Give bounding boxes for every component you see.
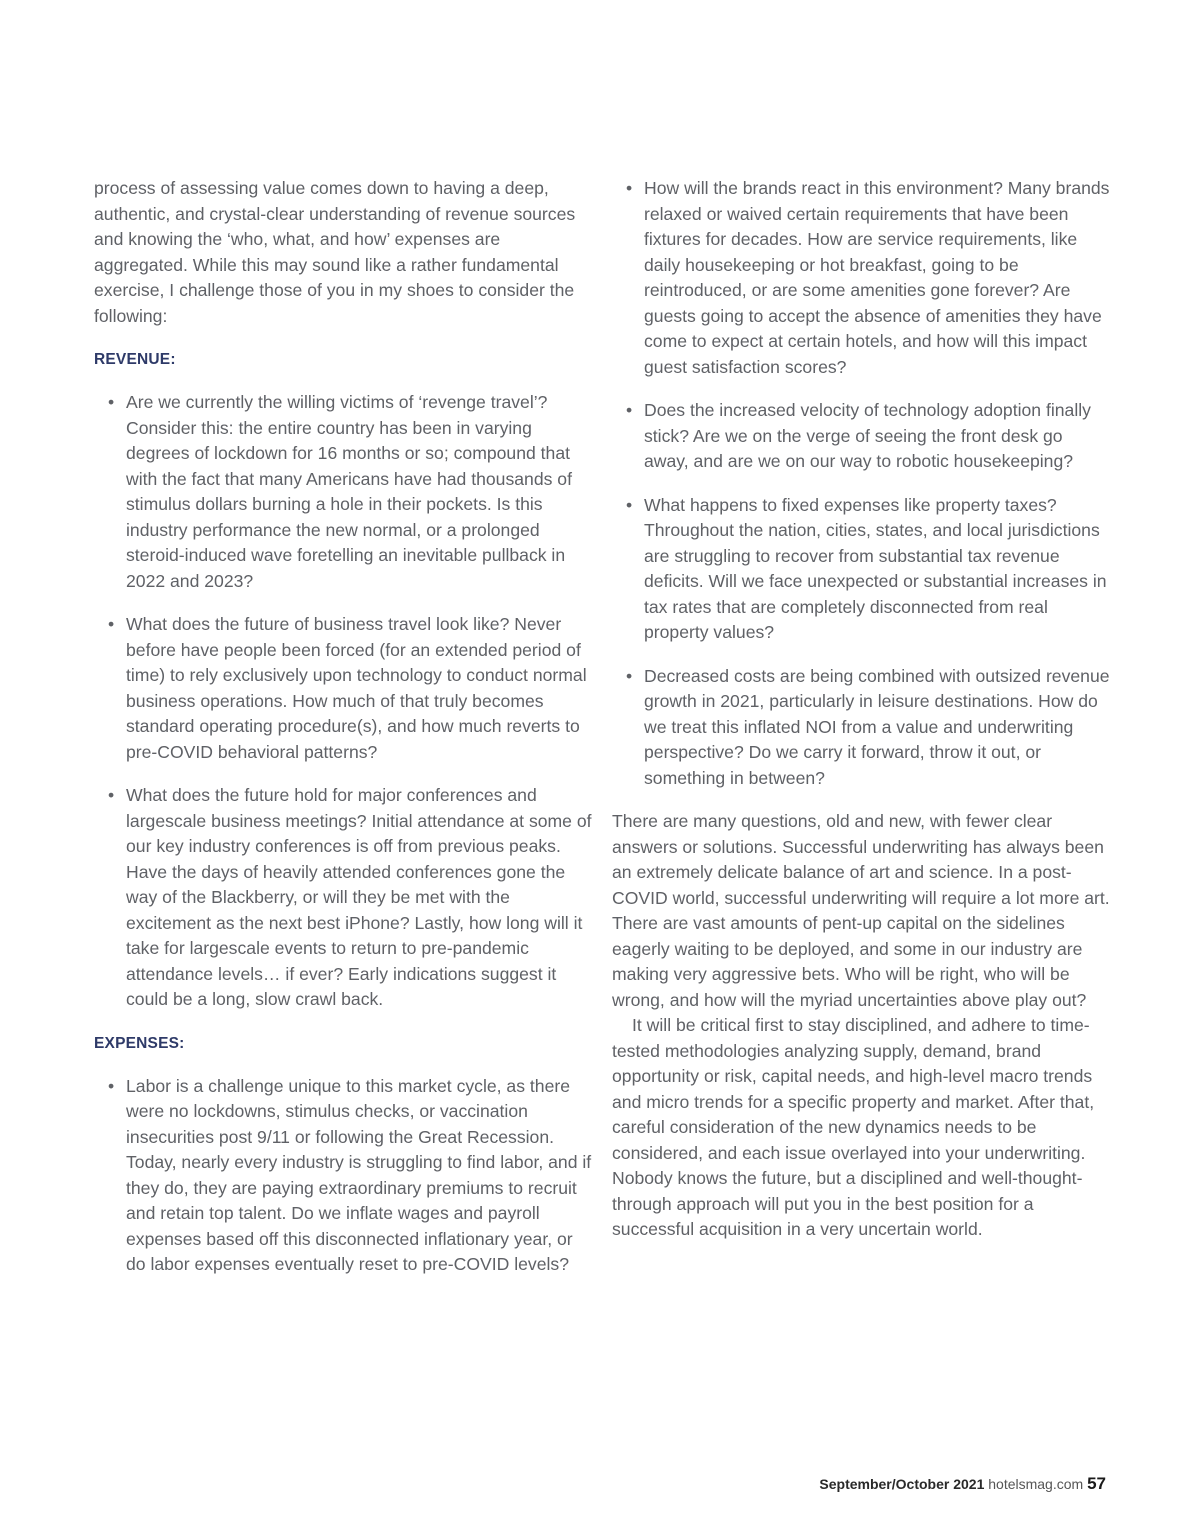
- bullet-text: Labor is a challenge unique to this market cycle, as there were no lockdowns, stimulus checks, or vaccination insecurities post 9/11 or following the Great Recession. Today, nearly every industry is struggling to find labor, and if they do, they are paying extraordinary premiums to recruit and retain top talent. Do we inflate wages and payroll expenses based off this disconnected inflationary year, or do labor expenses eventually reset to pre-COVID levels?: [126, 1075, 592, 1274]
- expenses-heading: EXPENSES:: [94, 1034, 185, 1052]
- left-column: [94, 176, 594, 1296]
- bullet-text: What happens to fixed expenses like property taxes? Throughout the nation, cities, states, and local jurisdictions are struggling to recover from substantial tax revenue deficits. Will we face unexpected or substantial increases in tax rates that are completely disconnected from real property values?: [644, 494, 1107, 642]
- list-item: [612, 176, 1112, 380]
- bullet-icon: •: [626, 494, 633, 515]
- bullet-text: Decreased costs are being combined with outsized revenue growth in 2021, particularly in leisure destinations. How do we treat this inflated NOI from a value and underwriting perspective? Do we carry it forward, throw it out, or something in between?: [644, 665, 1110, 788]
- bullet-icon: •: [626, 400, 633, 420]
- bullet-icon: •: [626, 665, 633, 686]
- issue-date: September/October 2021: [819, 1476, 985, 1492]
- intro-paragraph: process of assessing value comes down to having a deep, authentic, and crystal-clear understanding of revenue sources and knowing the ‘who, what, and how’ expenses are aggregated. While this may sound like a rather fundamental exercise, I challenge those of you in my shoes to consider the following:: [94, 178, 576, 326]
- closing-paragraph: There are many questions, old and new, with fewer clear answers or solutions. Successful underwriting has always been an extremely delicate balance of art and science. In a post-COVID world, successful underwriting will require a lot more art. There are vast amounts of pent-up capital on the sidelines eagerly waiting to be deployed, and some in our industry are making very aggressive bets. Who will be right, who will be wrong, and how will the myriad uncertainties above play out?: [612, 811, 1110, 1010]
- right-bullet-list: [612, 176, 1112, 791]
- revenue-bullet-list: [94, 390, 594, 1013]
- list-item: [94, 390, 594, 594]
- list-item: [612, 664, 1112, 792]
- bullet-text: Does the increased velocity of technology adoption finally stick? Are we on the verge of seeing the front desk go away, and are we on our way to robotic housekeeping?: [644, 400, 1091, 471]
- bullet-text: What does the future hold for major conferences and largescale business meetings? Initial attendance at some of our key industry conferences is off from previous peaks. Have the days of heavily attended conferences gone the way of the Blackberry, or will they be met with the excitement as the next best iPhone? Lastly, how long will it take for largescale events to return to pre-pandemic attendance levels… if ever? Early indications suggest it could be a long, slow crawl back.: [126, 785, 592, 1009]
- list-item: [612, 398, 1112, 475]
- bullet-icon: •: [108, 1075, 115, 1096]
- list-item: [94, 1074, 594, 1278]
- list-item: [94, 612, 594, 765]
- closing-paragraph-indented: It will be critical first to stay disciplined, and adhere to time-tested methodologies analyzing supply, demand, brand opportunity or risk, capital needs, and high-level macro trends and micro trends for a specific property and market. After that, careful consideration of the new dynamics needs to be considered, and each issue overlayed into your underwriting. Nobody knows the future, but a disciplined and well-thought-through approach will put you in the best position for a successful acquisition in a very uncertain world.: [612, 1015, 1095, 1239]
- revenue-heading: REVENUE:: [94, 351, 176, 368]
- site-link[interactable]: hotelsmag.com: [988, 1476, 1084, 1492]
- page-footer: [819, 1474, 1106, 1494]
- list-item: [612, 493, 1112, 646]
- expenses-bullet-list: [94, 1074, 594, 1278]
- bullet-text: How will the brands react in this environment? Many brands relaxed or waived certain requirements that have been fixtures for decades. How are service requirements, like daily housekeeping or hot breakfast, going to be reintroduced, or are some amenities gone forever? Are guests going to accept the absence of amenities they have come to expect at certain hotels, and how will this impact guest satisfaction scores?: [644, 178, 1110, 377]
- bullet-icon: •: [626, 178, 633, 198]
- bullet-icon: •: [108, 392, 115, 412]
- right-column: [612, 176, 1112, 1243]
- bullet-text: What does the future of business travel look like? Never before have people been forced (for an extended period of time) to rely exclusively upon technology to conduct normal business operations. How much of that truly becomes standard operating procedure(s), and how much reverts to pre-COVID behavioral patterns?: [126, 614, 587, 762]
- bullet-icon: •: [108, 785, 115, 805]
- bullet-icon: •: [108, 614, 115, 634]
- list-item: [94, 783, 594, 1013]
- page-number: 57: [1087, 1474, 1106, 1493]
- bullet-text: Are we currently the willing victims of ‘revenge travel’? Consider this: the entire country has been in varying degrees of lockdown for 16 months or so; compound that with the fact that many Americans have had thousands of stimulus dollars burning a hole in their pockets. Is this industry performance the new normal, or a prolonged steroid-induced wave foretelling an inevitable pullback in 2022 and 2023?: [126, 392, 572, 591]
